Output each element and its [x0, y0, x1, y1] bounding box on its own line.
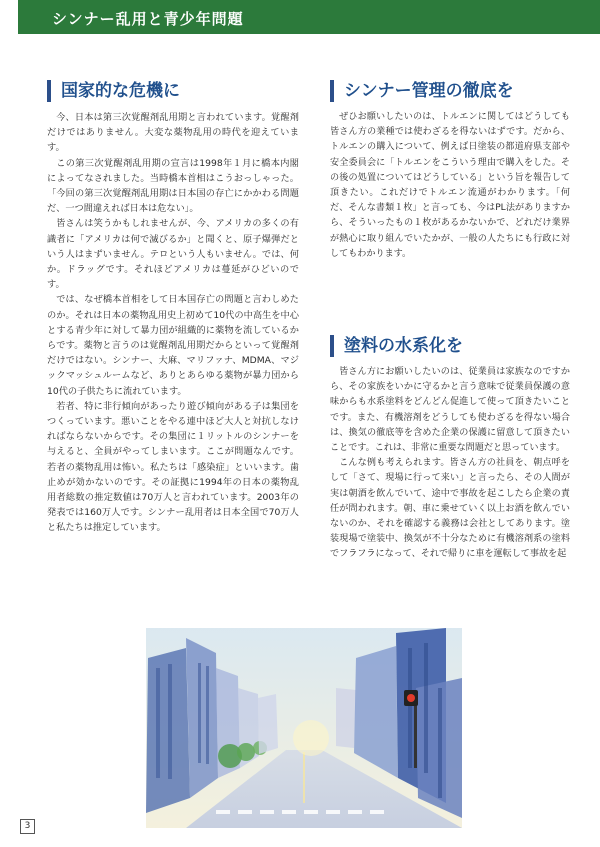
- section-national-crisis: [47, 80, 299, 536]
- page-header-title: シンナー乱用と青少年問題: [52, 10, 244, 28]
- paragraph: こんな例も考えられます。皆さん方の社員を、朝点呼をして「さて、現場に行って来い」と言ったら、その人間が実は朝酒を飲んでいて、途中で事故を起こしたら企業の責任が問われます。朝、車に乗せていく以上お酒を飲んでいないのか、それを確認する義務は会社としてあります。塗装現場で塗装中、換気が不十分なために有機溶剤系の塗料でフラフラになって、それで帰りに車を運転して事故を起: [330, 458, 570, 560]
- city-street-illustration: [146, 628, 462, 828]
- paragraph: この第三次覚醒剤乱用期の宣言は1998年１月に橋本内閣によってなされました。当時橋本首相はこうおっしゃった。「今回の第三次覚醒剤乱用期は日本国の存亡にかかわる問題だ、一つ間違えれば日本は危ない」。: [47, 157, 299, 215]
- paragraph: ぜひお願いしたいのは、トルエンに関してはどうしても皆さん方の業種では使わざるを得ないはずです。だから、トルエンの購入について、例えば日塗装の都道府県支部や安全委員会に「トルエンをこういう理由で購入をした。その後の処置についてはどうしている」という旨を報告して頂きたい。これだけでトルエン流通がわかります。「何だ、そんな書類１枚」と言っても、今はPL法がありますから、そういったもの１枚があるかないかで、どれだけ業界が熱心に取り組んでいたかが、一般の人たちにも行政に対してもわかります。: [330, 112, 570, 259]
- section-body: [330, 110, 570, 262]
- section-heading: 塗料の水系化を: [330, 335, 570, 357]
- section-body: [47, 110, 299, 536]
- paragraph: 皆さん方にお願いしたいのは、従業員は家族なのですから、その家族をいかに守るかと言う意味で従業員保護の意味からも水系塗料をどんどん促進して使って頂きたいことです。また、有機溶剤をどうしても使わざるを得ない場合は、換気の徹底等を含めた企業の保護に留意して頂きたいことです。これは、非常に重要な問題だと思っています。: [330, 367, 570, 454]
- page-number: 3: [20, 819, 35, 834]
- section-heading: シンナー管理の徹底を: [330, 80, 570, 102]
- section-body: [330, 365, 570, 563]
- paragraph: 若者、特に非行傾向があったり遊び傾向がある子は集団をつくっています。悪いことをやる連中ほど大人と対抗しなければならないからです。その集団に１リットルのシンナーを与えると、全員がやってしまいます。ここが問題なんです。若者の薬物乱用は怖い。私たちは「感染症」といいます。歯止めが効かないのです。その証拠に1994年の日本の薬物乱用者総数の推定数値は70万人と言われています。2003年の発表では160万人です。シンナー乱用者は日本全国で70万人と私たちは推定しています。: [47, 400, 299, 534]
- paragraph: 今、日本は第三次覚醒剤乱用期と言われています。覚醒剤だけではありません。大変な薬物乱用の時代を迎えています。: [47, 112, 299, 154]
- paragraph: 皆さんは笑うかもしれませんが、今、アメリカの多くの有識者に「アメリカは何で滅びるか」と聞くと、原子爆弾だという人はまずいません。テロという人もいません。では、何か。ドラッグです。それほどアメリカは蔓延がひどいのです。: [47, 218, 299, 291]
- section-heading: 国家的な危機に: [47, 80, 299, 102]
- header-band: [18, 0, 600, 34]
- section-thinner-management: [330, 80, 570, 262]
- paragraph: では、なぜ橋本首相をして日本国存亡の問題と言わしめたのか。それは日本の薬物乱用史上初めて10代の中高生を中心とする青少年に対して暴力団が組織的に薬物を流しているからです。薬物と言うのは覚醒剤乱用期だからといって覚醒剤だけではない。シンナー、大麻、マリファナ、MDMA、マジックマッシュルームなど、ありとあらゆる薬物が暴力団から10代の子供たちに流れています。: [47, 294, 299, 397]
- section-water-based-paint: [330, 335, 570, 563]
